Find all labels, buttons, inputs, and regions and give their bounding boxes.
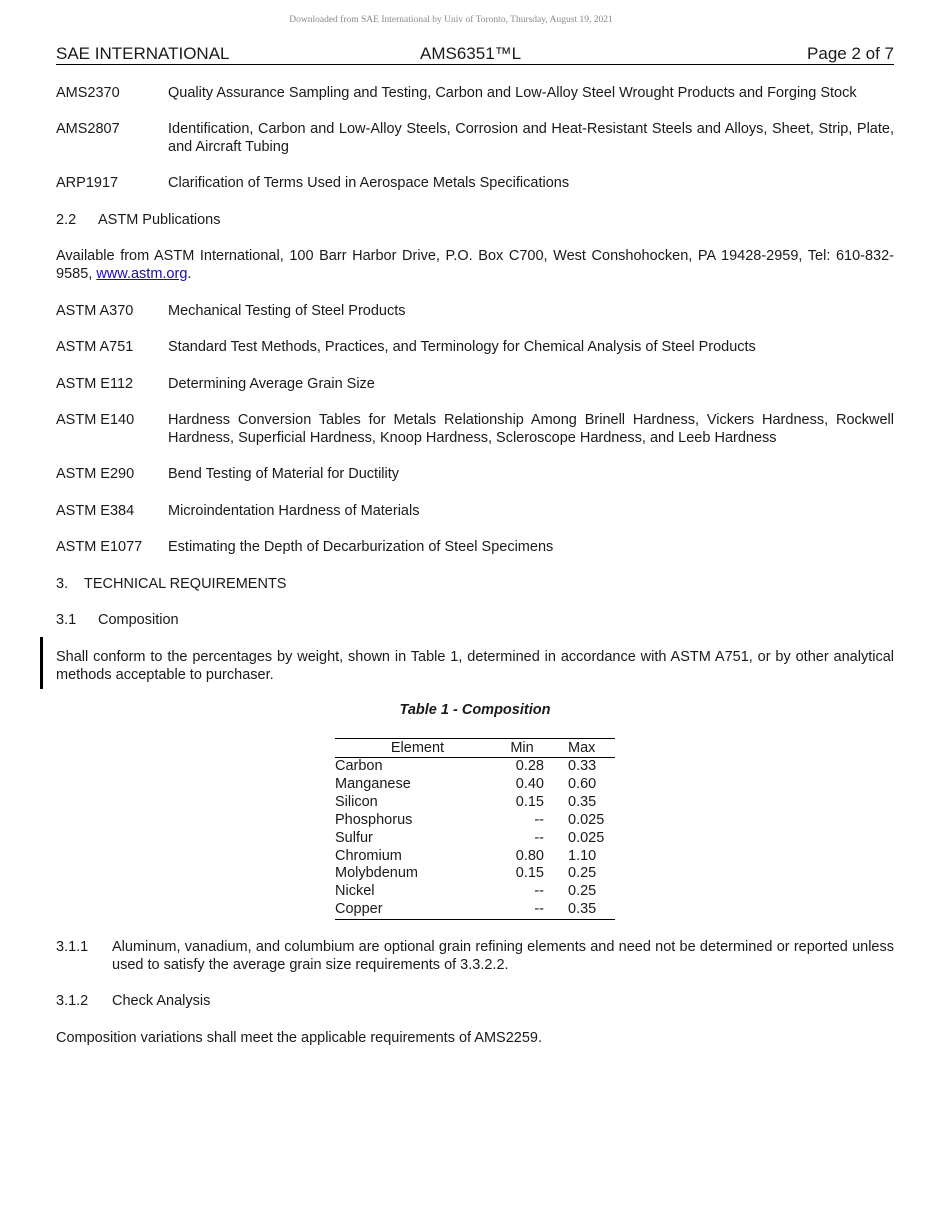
table-row: [335, 812, 615, 830]
element-cell: Manganese: [335, 775, 411, 792]
reference-code: ASTM E140: [56, 412, 135, 428]
reference-item: [56, 174, 894, 192]
min-cell: 0.15: [515, 865, 544, 882]
reference-code: ASTM A751: [56, 339, 134, 355]
reference-code: ASTM E290: [56, 466, 135, 482]
column-header-min: Min: [500, 739, 544, 758]
section-heading-3-1: [56, 611, 179, 629]
reference-title: Bend Testing of Material for Ductility: [168, 466, 400, 482]
astm-website-link[interactable]: www.astm.org: [96, 266, 188, 282]
element-cell: Silicon: [335, 793, 378, 810]
reference-code: ASTM A370: [56, 303, 134, 319]
column-header-max: Max: [544, 739, 615, 758]
max-cell: 0.25: [568, 865, 597, 882]
table-title: Table 1 - Composition: [399, 702, 551, 718]
section-3-1-1: [56, 938, 894, 974]
section-number: 3.1.2: [56, 993, 89, 1009]
section-number: 3.: [56, 576, 69, 592]
section-number: 3.1: [56, 612, 77, 628]
reference-title: Identification, Carbon and Low-Alloy Steels, Corrosion and Heat-Resistant Steels and Alloys, Sheet, Strip, Plate, and Aircraft Tubing: [168, 121, 894, 155]
revision-change-bar: [40, 637, 43, 689]
element-cell: Nickel: [335, 883, 375, 900]
max-cell: 0.25: [568, 883, 597, 900]
table-row: [335, 830, 615, 848]
element-cell: Molybdenum: [335, 865, 419, 882]
reference-title: Microindentation Hardness of Materials: [168, 503, 420, 519]
reference-title: Standard Test Methods, Practices, and Terminology for Chemical Analysis of Steel Products: [168, 339, 756, 355]
reference-title: Clarification of Terms Used in Aerospace Metals Specifications: [168, 175, 570, 191]
reference-title: Quality Assurance Sampling and Testing, Carbon and Low-Alloy Steel Wrought Products and Forging Stock: [168, 85, 857, 101]
reference-title: Mechanical Testing of Steel Products: [168, 303, 406, 319]
min-cell: --: [534, 811, 544, 828]
section-title: TECHNICAL REQUIREMENTS: [84, 576, 287, 592]
column-header-element: Element: [335, 739, 500, 758]
reference-item: [56, 465, 894, 483]
reference-code: ASTM E384: [56, 503, 135, 519]
table-row: [335, 848, 615, 866]
reference-item: [56, 538, 894, 556]
min-cell: 0.40: [515, 775, 544, 792]
section-title: Composition: [98, 612, 179, 628]
min-cell: --: [534, 901, 544, 918]
astm-availability-paragraph: [56, 247, 894, 283]
header-page-number: Page 2 of 7: [807, 44, 894, 63]
reference-item: [56, 84, 894, 102]
min-cell: 0.80: [515, 847, 544, 864]
header-doc-number: AMS6351™L: [420, 44, 522, 63]
max-cell: 0.60: [568, 775, 597, 792]
table-row: [335, 901, 615, 919]
composition-paragraph: Shall conform to the percentages by weight, shown in Table 1, determined in accordance with ASTM A751, or by other analytical methods acceptable to purchaser.: [56, 649, 894, 683]
section-number: 2.2: [56, 212, 77, 228]
min-cell: 0.28: [515, 758, 544, 774]
element-cell: Sulfur: [335, 829, 373, 846]
reference-title: Hardness Conversion Tables for Metals Relationship Among Brinell Hardness, Vickers Hardness, Rockwell Hardness, Superficial Hardness, Knoop Hardness, Scleroscope Hardness, and Leeb Hardness: [168, 412, 894, 446]
element-cell: Copper: [335, 901, 383, 918]
element-cell: Chromium: [335, 847, 402, 864]
reference-item: [56, 338, 894, 356]
reference-code: ARP1917: [56, 175, 119, 191]
reference-title: Estimating the Depth of Decarburization of Steel Specimens: [168, 539, 554, 555]
reference-item: [56, 411, 894, 447]
element-cell: Carbon: [335, 758, 383, 774]
min-cell: --: [534, 829, 544, 846]
reference-code: AMS2807: [56, 121, 120, 137]
section-number: 3.1.1: [56, 939, 89, 955]
min-cell: 0.15: [515, 793, 544, 810]
element-cell: Phosphorus: [335, 811, 413, 828]
reference-code: ASTM E112: [56, 376, 134, 392]
availability-end: .: [187, 266, 192, 282]
composition-table: [335, 738, 615, 920]
max-cell: 0.025: [568, 829, 605, 846]
reference-item: [56, 120, 894, 156]
max-cell: 0.33: [568, 758, 597, 774]
section-heading-3: [56, 575, 286, 593]
section-title: ASTM Publications: [98, 212, 221, 228]
table-row: [335, 776, 615, 794]
reference-title: Determining Average Grain Size: [168, 376, 375, 392]
max-cell: 1.10: [568, 847, 597, 864]
section-heading-2-2: [56, 211, 221, 229]
max-cell: 0.025: [568, 811, 605, 828]
reference-code: AMS2370: [56, 85, 120, 101]
table-row: [335, 794, 615, 812]
table-row: [335, 865, 615, 883]
download-watermark: Downloaded from SAE International by Univ of Toronto, Thursday, August 19, 2021: [289, 15, 613, 25]
reference-item: [56, 502, 894, 520]
section-title: Check Analysis: [112, 993, 211, 1009]
max-cell: 0.35: [568, 793, 597, 810]
page-header: [56, 44, 894, 65]
reference-code: ASTM E1077: [56, 539, 143, 555]
max-cell: 0.35: [568, 901, 597, 918]
reference-item: [56, 375, 894, 393]
availability-text: Available from ASTM International, 100 Barr Harbor Drive, P.O. Box C700, West Conshohocken, PA 19428-2959, Tel: 610-832-9585,: [56, 248, 894, 282]
reference-item: [56, 302, 894, 320]
table-row: [335, 883, 615, 901]
header-org: SAE INTERNATIONAL: [56, 44, 230, 63]
check-analysis-paragraph: Composition variations shall meet the applicable requirements of AMS2259.: [56, 1030, 543, 1046]
min-cell: --: [534, 883, 544, 900]
table-row: [335, 758, 615, 776]
section-heading-3-1-2: [56, 992, 894, 1010]
section-text: Aluminum, vanadium, and columbium are optional grain refining elements and need not be determined or reported unless used to satisfy the average grain size requirements of 3.3.2.2.: [112, 939, 894, 973]
table-header-row: [335, 739, 615, 758]
